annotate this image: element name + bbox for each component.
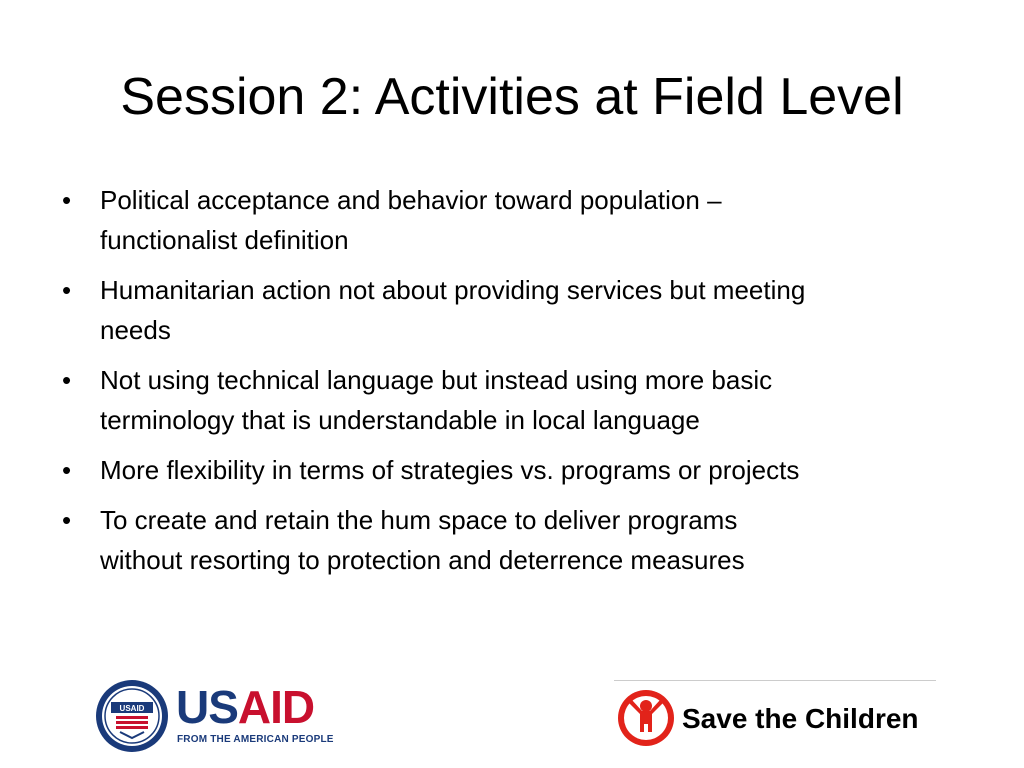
bullet-glyph: • (62, 185, 72, 215)
bullet-item (62, 360, 977, 440)
bullet-text-line: To create and retain the hum space to deliver programs (100, 505, 738, 535)
save-the-children-name: Save the Children (682, 703, 919, 734)
bullet-text-line: functionalist definition (100, 225, 349, 255)
bullet-text-line: terminology that is understandable in local language (100, 405, 700, 435)
bullet-item (62, 180, 977, 260)
bullet-list (62, 180, 977, 590)
bullet-text-line: Humanitarian action not about providing services but meeting (100, 275, 806, 305)
logo-divider (614, 680, 936, 681)
bullet-glyph: • (62, 365, 72, 395)
bullet-text-line: Not using technical language but instead using more basic (100, 365, 773, 395)
save-the-children-logo (614, 680, 936, 746)
usaid-tagline: FROM THE AMERICAN PEOPLE (177, 734, 334, 745)
slide-title: Session 2: Activities at Field Level (120, 68, 904, 126)
usaid-seal-icon (94, 678, 170, 754)
bullet-glyph: • (62, 505, 72, 535)
bullet-text-line: Political acceptance and behavior toward population – (100, 185, 722, 215)
bullet-text-line: without resorting to protection and deterrence measures (100, 545, 745, 575)
bullet-glyph: • (62, 275, 72, 305)
bullet-item (62, 500, 977, 580)
usaid-logo (94, 678, 344, 754)
bullet-text-line: More flexibility in terms of strategies vs. programs or projects (100, 455, 800, 485)
bullet-text-line: needs (100, 315, 171, 345)
child-figure-icon (614, 684, 678, 748)
usaid-wordmark: USAID (176, 681, 315, 733)
bullet-glyph: • (62, 455, 72, 485)
bullet-item (62, 450, 977, 490)
bullet-item (62, 270, 977, 350)
usaid-seal-text: USAID (119, 704, 145, 713)
footer-logos (0, 670, 1024, 760)
